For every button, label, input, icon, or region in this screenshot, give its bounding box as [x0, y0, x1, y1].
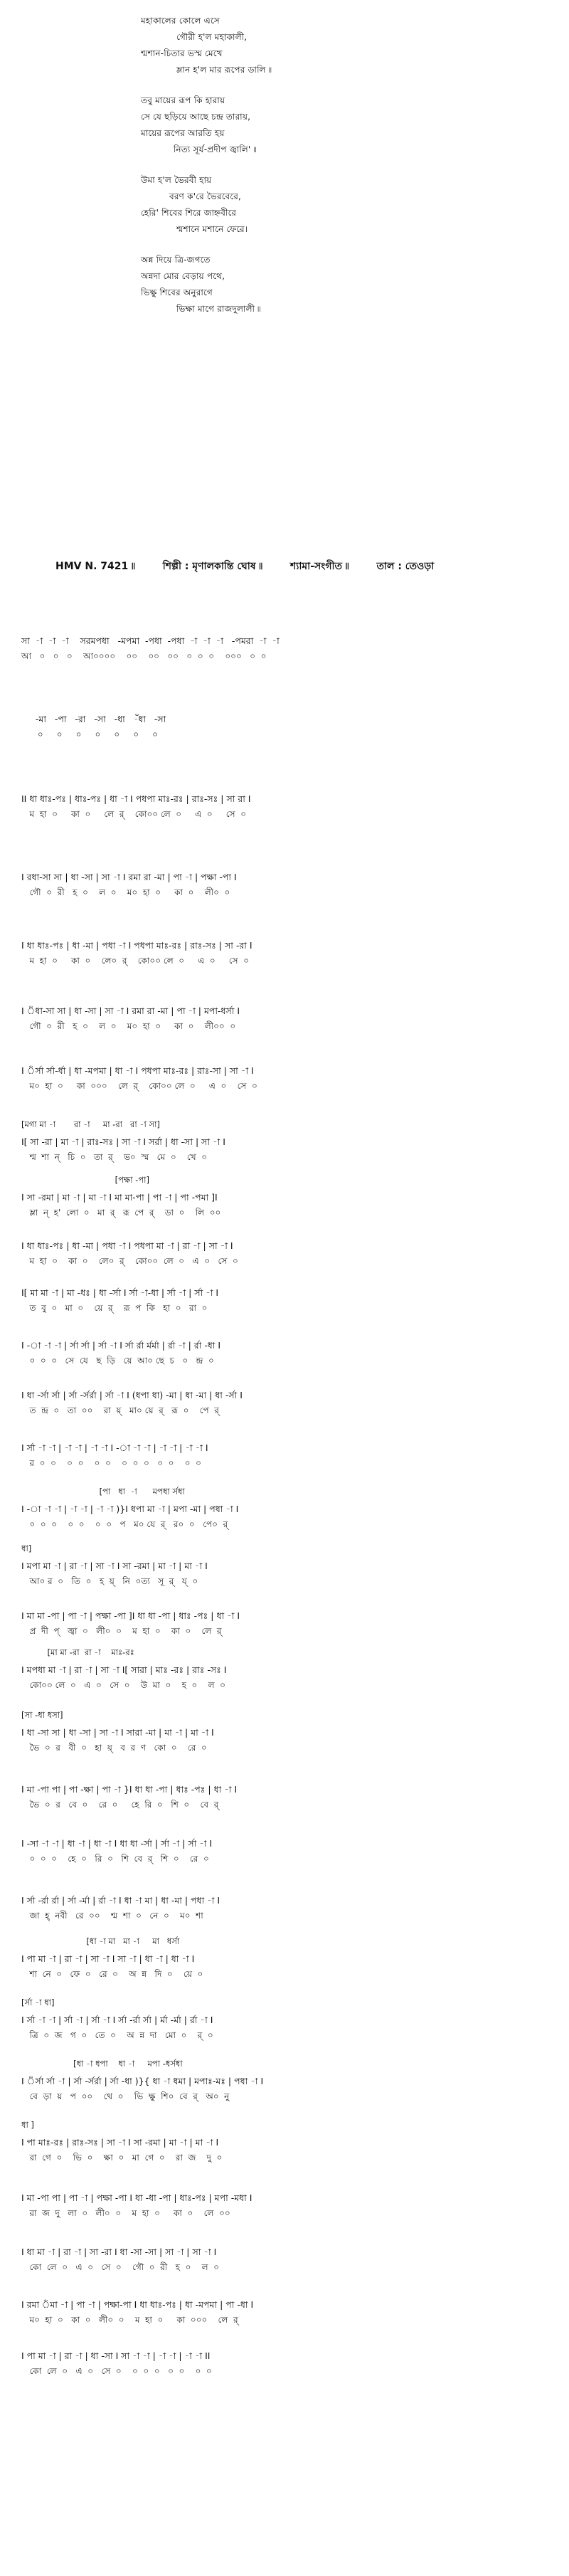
lyric-line: অন্নদা মোর বেড়ায় পথে,	[141, 271, 225, 281]
song-lyrics	[141, 13, 440, 332]
lyric-syllable-line: ০ ০ ০ সে যে ছ ড়ি য়ে আ০ ছে চ ০ ন্দ্র ০	[21, 1356, 214, 1366]
swara-line: I ধা মা -া | রা -া | সা -রা I ধা -সা -সা | সা -া | সা -া I	[21, 2247, 217, 2257]
lyric-syllable-line: ম হা ০ কা ০ লে০ র্ কো০০ লে ০ এ ০ সে ০	[21, 1256, 238, 1266]
swara-line: I -সা -া -া | ধা -া | ধা -া I ধা ধা -র্সা | র্সা -া | র্সা -া I	[21, 1838, 213, 1849]
lyric-syllable-line: কো০০ লে ০ এ ০ সে ০ উ মা ০ হ ০ ল ০	[21, 1680, 225, 1690]
lyric-line: সে যে ছড়িয়ে আছে চন্দ্র তারায়,	[141, 112, 251, 122]
lyric-syllable-line: কো লে ০ এ ০ সে ০ গৌ ০ রী হ ০ ল ০	[21, 2262, 220, 2272]
swara-line: I ঁধা-সা সা | ধা -সা | সা -া I রমা রা -মা | পা -া | মপা-ধর্সা I	[21, 1005, 240, 1016]
lyric-line: হেরি' শিবের শিরে জাহ্নবীরে	[141, 208, 237, 218]
swara-line: II ধা ধাঃ-পঃ | ধাঃ-পঃ | ধা -া I পধপা মাঃ-রঃ | রাঃ-সঃ | সা রা I	[21, 793, 251, 804]
lyric-syllable-line: রা জ দু লা ০ লী০ ০ ম হা ০ কা ০ লে ০০	[21, 2208, 230, 2218]
lyric-syllable-line: কো লে ০ এ ০ সে ০ ০ ০ ০ ০ ০ ০ ০	[21, 2366, 212, 2376]
lyric-syllable-line: গৌ ০ রী হ ০ ল ০ ম০ হা ০ কা ০ লী০ ০	[21, 887, 230, 897]
swara-line: I পা মাঃ-রঃ | রাঃ-সঃ | সা -া I সা -রমা | মা -া | মা -া I	[21, 2137, 219, 2148]
lyric-syllable-line: গৌ ০ রী হ ০ ল ০ ম০ হা ০ কা ০ লী০০ ০	[21, 1021, 236, 1031]
swara-line: I ঁর্সা র্সা -া | র্সা -র্সর্রা | র্সা -ধা )}{ ধা -া ধমা | মপাঃ-মঃ | পধা -া I	[21, 2076, 264, 2086]
swara-line: I মা -পা পা | পা -া | পক্ষা -পা I ধা -ধা -পা | ধাঃ-পঃ | মপা -মধা I	[21, 2192, 252, 2203]
swara-line: সা -া -া -া সরমপধা -মপমা -পধা -পধা -া -া -া -পমরা -া -া	[21, 635, 280, 646]
lyric-line: ভিক্ষা মাগে রাজদুলালী ৷৷	[176, 304, 261, 314]
swara-line: I পা মা -া | রা -া | সা -া I সা -া | ধা -া | ধা -া I	[21, 1953, 195, 1964]
swara-line: I ধা ধাঃ-পঃ | ধা -মা | পধা -া I পধপা মাঃ-রঃ | রাঃ-সঃ | সা -রা I	[21, 940, 252, 951]
record-number: HMV N. 7421 ৷৷	[55, 561, 135, 572]
swara-line: I র্সা -া -া | -া -া | -া -া I -া -া -া | -া -া | -া -া I	[21, 1442, 208, 1453]
lyric-syllable-line: ম হা ০ কা ০ লে র্ কো০০ লে ০ এ ০ সে ০	[21, 809, 247, 819]
lyric-syllable-line: শা নে ০ ফে ০ রে ০ অ ন্ন দি ০ য়ে ০	[21, 1969, 203, 1979]
lyric-line: উমা হ'ল ভৈরবী হায়	[141, 175, 212, 185]
stanza-4	[141, 252, 440, 317]
variation-bracket: [মা মা -রা রা -া মাঃ-রঃ	[21, 1647, 134, 1657]
swara-line: I পা মা -া | রা -া | ধা -সা I সা -া -া | -া -া | -া -া II	[21, 2350, 211, 2361]
variation-bracket: [মগা মা -া রা -া মা -রা রা -া সা]	[21, 1119, 160, 1129]
stanza-2	[141, 93, 440, 158]
lyric-syllable-line: ত ন্দ্র ০ তা ০০ রা য়্ মা০ য়ে র্ রূ ০ পে র্	[21, 1405, 219, 1415]
lyric-syllable-line: ম০ হা ০ কা ০ লী০ ০ ম হা ০ কা ০০০ লে র্	[21, 2315, 238, 2325]
swara-line: I[ মা মা -া | মা -ধঃ | ধা -র্সা I র্সা -া-ধা | র্সা -া | র্সা -া I	[21, 1287, 219, 1298]
lyric-syllable-line: ম০ হা ০ কা ০০০ লে র্ কো০০ লে ০ এ ০ সে ০	[21, 1081, 257, 1091]
swara-line: I র্সা -া -া | র্সা -া | র্সা -া I র্সা -র্রা র্সা | র্মা -র্মা | র্রা -া I	[21, 2015, 213, 2025]
lyric-line: শ্মশানে মশানে ফেরে।	[176, 224, 248, 234]
swara-line: I রধা-সা সা | ধা -সা | সা -া I রমা রা -মা | পা -া | পক্ষা -পা I	[21, 872, 237, 882]
lyric-syllable-line: শ্ম শা ন্ চি ০ তা র্ ভ০ স্ম মে ০ খে ০	[21, 1152, 208, 1162]
swara-line: I মপধা মা -া | রা -া | সা -া I[ সারা | মাঃ -রঃ | রাঃ -সঃ I	[21, 1664, 227, 1675]
variation-bracket: ধা]	[21, 1543, 32, 1553]
swara-line: I মা -পা পা | পা -ক্ষা | পা -া }I ধা ধা -পা | ধাঃ -পঃ | ধা -া I	[21, 1784, 238, 1795]
swara-line: -মা -পা -রা -সা -ধা -ঁধা -সা	[21, 714, 166, 724]
lyric-syllable-line: ত্রি ০ জ গ ০ তে ০ অ ন্ন দা মো ০ র্ ০	[21, 2030, 213, 2040]
lyric-line: তবু মায়ের রূপ কি হারায়	[141, 95, 225, 105]
tala-info: তাল : তেওড়া	[376, 561, 435, 572]
lyric-syllable-line: আ০ র ০ তি ০ হ য়্ নি ০ত্য সূ র্ য্ ০	[21, 1576, 198, 1586]
lyric-line: ম্লান হ'ল মার রূপের ডালি ৷৷	[176, 65, 272, 75]
lyric-line: বরণ ক'রে ভৈরবেরে,	[169, 191, 242, 201]
swara-line: I -া -া -া | -া -া | -া -া )}I ধপা মা -া | মপা -মা | পধা -া I	[21, 1504, 239, 1514]
swara-line: I ধা -র্সা র্সা | র্সা -র্সর্রা | র্সা -া I (ধপা ধা) -মা | ধা -মা | ধা -র্সা I	[21, 1390, 243, 1400]
lyric-syllable-line: রা গে ০ ভি ০ ক্ষা ০ মা গে ০ রা জ দু ০	[21, 2153, 223, 2163]
lyric-line: ভিক্ষু শিবের অনুরাগে	[141, 287, 213, 297]
lyric-syllable-line: র ০ ০ ০ ০ ০ ০ ০ ০ ০ ০ ০ ০ ০	[21, 1458, 201, 1468]
swara-line: I ধা -সা সা | ধা -সা | সা -া I সারা -মা | মা -া | মা -া I	[21, 1727, 214, 1738]
lyric-syllable-line: ভৈ ০ র বে ০ রে ০ হে রি ০ শি ০ বে র্	[21, 1800, 219, 1810]
stanza-1	[141, 13, 440, 78]
swara-line: I[ সা -রা | মা -া | রাঃ-সঃ | সা -া I সর্রা | ধা -সা | সা -া I	[21, 1136, 225, 1147]
lyric-syllable-line: ০ ০ ০ ০ ০ ০ ০ প ম০ যে র্ র০ ০ পে০ র্	[21, 1519, 228, 1529]
stanza-3	[141, 172, 440, 238]
lyric-syllable-line: ত বু ০ মা ০ য়ে র্ রূ প কি হা ০ রা ০	[21, 1303, 208, 1313]
variation-bracket: [সা -ধা ধসা]	[21, 1710, 63, 1720]
lyric-line: অন্ন দিয়ে ত্রি-জগতে	[141, 255, 211, 265]
lyric-line: গৌরী হ'ল মহাকালী,	[176, 32, 248, 42]
swara-line: I র্সা -র্রা র্রা | র্সা -র্মা | র্রা -া I ধা -া মা | ধা -মা | পধা -া I	[21, 1895, 220, 1906]
artist-credit: শিল্পী : মৃণালকান্তি ঘোষ ৷৷	[162, 561, 263, 572]
variation-bracket: [পক্ষা -পা]	[21, 1175, 149, 1185]
swara-line: I -া -া -া | র্সা র্সা | র্সা -া I র্সা র্রা র্মর্মা | র্রা -া | র্রা -ধা I	[21, 1340, 221, 1351]
variation-bracket: [র্সা -া ধা]	[21, 1997, 55, 2007]
lyric-syllable-line: প্র দী প্ জ্বা ০ লী০ ০ ম হা ০ কা ০ লে র্	[21, 1626, 222, 1636]
swara-line: I মপা মা -া | রা -া | সা -া I সা -রমা | মা -া | মা -া I	[21, 1561, 208, 1571]
record-header	[55, 558, 525, 575]
lyric-syllable-line: ০ ০ ০ ০ ০ ০ ০	[21, 729, 158, 739]
swara-line: I ধা ধাঃ-পঃ | ধা -মা | পধা -া I পধপা মা -া | রা -া | সা -া I	[21, 1240, 233, 1251]
variation-bracket: ধা ]	[21, 2120, 34, 2130]
swara-line: I রমা ঁমা -া | পা -া | পক্ষা-পা I ধা ধাঃ-পঃ | ধা -মপমা | পা -ধা I	[21, 2299, 254, 2310]
swara-line: I সা -রমা | মা -া | মা -া I মা মা-পা | পা -া | পা -পমা ]I	[21, 1192, 218, 1203]
variation-bracket: [পা ধা -া মপধা র্সধা	[21, 1487, 185, 1496]
lyric-syllable-line: ম হা ০ কা ০ লে০ র্ কো০০ লে ০ এ ০ সে ০	[21, 956, 250, 966]
lyric-syllable-line: আ ০ ০ ০ আ০০০০ ০০ ০০ ০০ ০ ০ ০ ০০০ ০ ০	[21, 651, 267, 661]
lyric-syllable-line: ভৈ ০ র বী ০ হা য়্ ব র ণ কো ০ রে ০	[21, 1743, 207, 1753]
lyric-syllable-line: বে ড়া য় প ০০ থে ০ ভি ক্ষু শি০ বে র্ অ০ নু	[21, 2091, 230, 2101]
lyric-line: মহাকালের কোলে এসে	[141, 16, 220, 26]
lyric-syllable-line: ০ ০ ০ হে ০ রি ০ শি বে র্ শি ০ রে ০	[21, 1854, 209, 1864]
lyric-syllable-line: জা হ্ নবী রে ০০ শ্ম শা ০ নে ০ ম০ শা	[21, 1911, 203, 1921]
lyric-line: শ্মশান-চিতার ভস্ম মেখে	[141, 48, 223, 58]
swara-line: I মা মা -পা | পা -া | পক্ষা -পা ]I ধা ধা -পা | ধাঃ -পঃ | ধা -া I	[21, 1610, 240, 1621]
lyric-line: মায়ের রূপের আরতি হয়	[141, 128, 225, 138]
lyric-line: নিত্য সূর্য-প্রদীপ জ্বালি' ৷৷	[174, 144, 257, 154]
swara-line: I ঁর্সা র্সা-র্ধা | ধা -মপমা | ধা -া I পধপা মাঃ-রঃ | রাঃ-সা | সা -া I	[21, 1065, 254, 1076]
variation-bracket: [ধা -া মা মা -া মা ধর্সা	[21, 1936, 180, 1946]
variation-bracket: [ধা -া ধপা ধা -া মপা -ধর্সধা	[21, 2059, 183, 2069]
song-genre: শ্যামা-সংগীত ৷৷	[290, 561, 349, 572]
lyric-syllable-line: ম্লা ন্ হ' লো ০ মা র্ রূ পে র্ ডা ০ লি ০০	[21, 1208, 221, 1218]
